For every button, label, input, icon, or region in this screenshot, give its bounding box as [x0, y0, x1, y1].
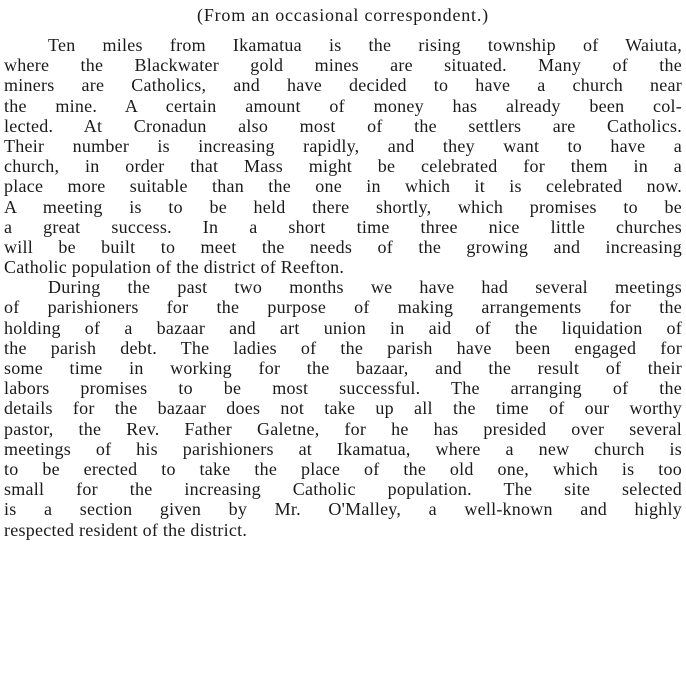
text-line: of parishioners for the purpose of making arrangements for the: [4, 297, 682, 318]
text-line: to be erected to take the place of the old one, which is too: [4, 458, 682, 479]
text-line: some time in working for the bazaar, and the result of their: [4, 358, 682, 378]
text-line: where the Blackwater gold mines are situated. Many of the: [4, 55, 682, 76]
text-line: small for the increasing Catholic population. The site selected: [4, 479, 682, 500]
text-line: place more suitable than the one in which it is celebrated now.: [4, 176, 682, 197]
text-line: pastor, the Rev. Father Galetne, for he has presided over several: [4, 418, 682, 439]
text-line: Catholic population of the district of Reefton.: [4, 257, 345, 278]
text-line: Their number is increasing rapidly, and they want to have a: [4, 135, 682, 156]
paragraph-1: [4, 35, 682, 277]
text-line: will be built to meet the needs of the growing and increasing: [4, 236, 682, 257]
paragraph-2: [4, 277, 682, 539]
text-line: church, in order that Mass might be celebrated for them in a: [4, 156, 682, 177]
text-line: miners are Catholics, and have decided to have a church near: [4, 75, 682, 96]
text-line: the parish debt. The ladies of the parish have been engaged for: [4, 337, 682, 358]
text-line: the mine. A certain amount of money has already been col-: [4, 95, 682, 116]
text-line: meetings of his parishioners at Ikamatua, where a new church is: [4, 438, 682, 459]
text-line: holding of a bazaar and art union in aid of the liquidation of: [4, 317, 682, 338]
text-line: Ten miles from Ikamatua is the rising township of Waiuta,: [48, 35, 682, 55]
text-line: labors promises to be most successful. The arranging of the: [4, 378, 682, 399]
text-line: respected resident of the district.: [4, 519, 248, 540]
text-line: details for the bazaar does not take up all the time of our worthy: [4, 398, 682, 419]
text-line: During the past two months we have had several meetings: [48, 277, 682, 298]
byline: (From an occasional correspondent.): [197, 5, 489, 25]
text-line: a great success. In a short time three nice little churches: [4, 216, 682, 237]
text-line: lected. At Cronadun also most of the settlers are Catholics.: [4, 115, 682, 136]
text-line: is a section given by Mr. O'Malley, a well-known and highly: [4, 499, 682, 520]
text-line: A meeting is to be held there shortly, which promises to be: [4, 196, 682, 217]
